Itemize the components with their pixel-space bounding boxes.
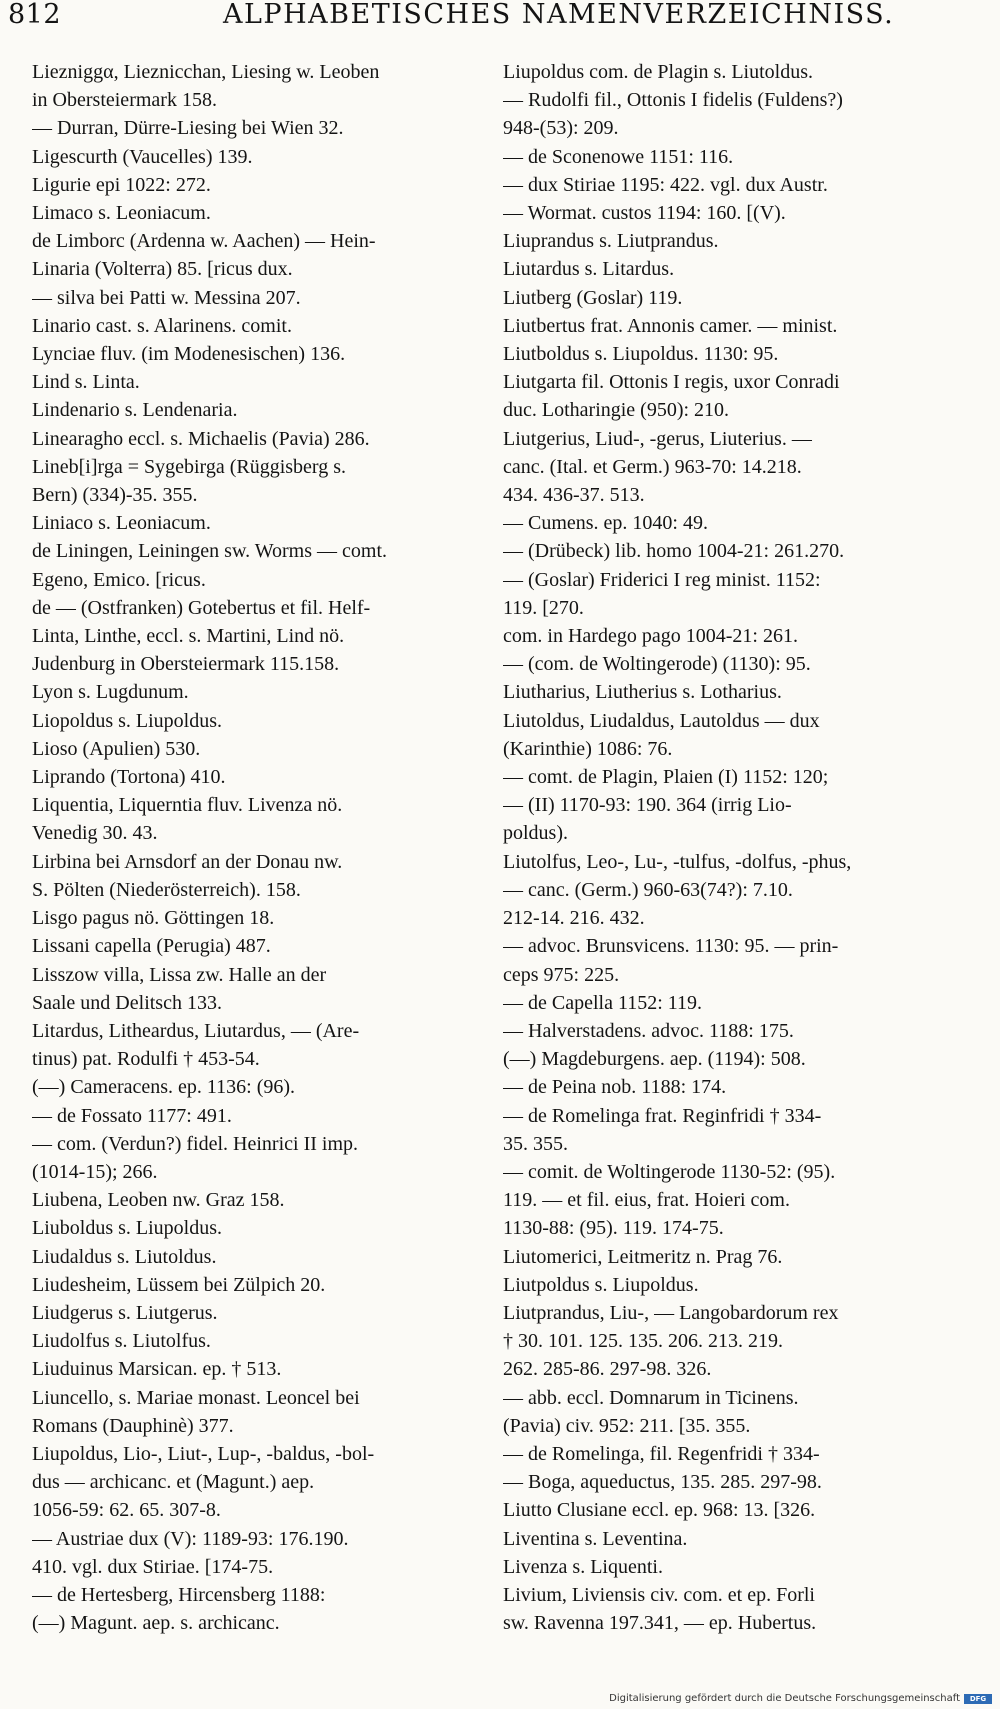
- right-column: [503, 58, 971, 1637]
- index-line: — (II) 1170-93: 190. 364 (irrig Lio-: [503, 794, 792, 817]
- index-line: 119. — et fil. eius, frat. Hoieri com.: [503, 1189, 790, 1212]
- index-line: Liutomerici, Leitmeritz n. Prag 76.: [503, 1245, 783, 1268]
- index-line: — Rudolfi fil., Ottonis I fidelis (Fuldens?): [503, 89, 843, 112]
- index-line: — abb. eccl. Domnarum in Ticinens.: [503, 1386, 799, 1409]
- index-line: Liuboldus s. Liupoldus.: [32, 1217, 223, 1240]
- index-line: — (Drübeck) lib. homo 1004-21: 261.270.: [503, 540, 845, 563]
- index-line: Lindenario s. Lendenaria.: [32, 399, 238, 422]
- page-header: [8, 0, 968, 34]
- index-line: Litardus, Litheardus, Liutardus, — (Are-: [32, 1019, 360, 1042]
- index-line: (—) Magdeburgens. aep. (1194): 508.: [503, 1048, 806, 1071]
- index-line: de Limborc (Ardenna w. Aachen) — Hein-: [32, 230, 376, 253]
- index-line: com. in Hardego pago 1004-21: 261.: [503, 625, 798, 648]
- index-line: Liudgerus s. Liutgerus.: [32, 1301, 218, 1324]
- index-line: dus — archicanc. et (Magunt.) aep.: [32, 1471, 315, 1494]
- index-line: Liutprandus, Liu-, — Langobardorum rex: [503, 1301, 839, 1324]
- index-line: 35. 355.: [503, 1132, 568, 1155]
- index-line: (1014-15); 266.: [32, 1160, 158, 1183]
- index-line: Liutgerius, Liud-, -gerus, Liuterius. —: [503, 427, 812, 450]
- index-line: de Liningen, Leiningen sw. Worms — comt.: [32, 540, 387, 563]
- index-line: Lioso (Apulien) 530.: [32, 737, 201, 760]
- page-number: 812: [8, 0, 62, 30]
- index-line: Liquentia, Liquerntia fluv. Livenza nö.: [32, 794, 343, 817]
- index-line: (Karinthie) 1086: 76.: [503, 737, 673, 760]
- index-line: 119. [270.: [503, 596, 584, 619]
- index-line: Bern) (334)-35. 355.: [32, 484, 198, 507]
- index-line: (—) Cameracens. ep. 1136: (96).: [32, 1076, 296, 1099]
- index-line: — Boga, aqueductus, 135. 285. 297-98.: [503, 1471, 822, 1494]
- index-line: Liutolfus, Leo-, Lu-, -tulfus, -dolfus, -phus,: [503, 850, 852, 873]
- footer: [609, 1693, 992, 1704]
- index-line: Ligescurth (Vaucelles) 139.: [32, 145, 253, 168]
- index-line: Liupoldus, Lio-, Liut-, Lup-, -baldus, -bol-: [32, 1442, 375, 1465]
- index-line: tinus) pat. Rodulfi † 453-54.: [32, 1048, 260, 1071]
- index-line: Judenburg in Obersteiermark 115.158.: [32, 653, 340, 676]
- index-line: Saale und Delitsch 133.: [32, 991, 222, 1014]
- index-line: Liudesheim, Lüssem bei Zülpich 20.: [32, 1273, 326, 1296]
- index-line: Lineb[i]rga = Sygebirga (Rüggisberg s.: [32, 455, 347, 478]
- index-line: Egeno, Emico. [ricus.: [32, 568, 206, 591]
- index-line: Liutbertus frat. Annonis camer. — minist.: [503, 314, 838, 337]
- index-line: — Cumens. ep. 1040: 49.: [503, 512, 708, 535]
- index-line: 1056-59: 62. 65. 307-8.: [32, 1499, 221, 1522]
- index-line: Liudolfus s. Liutolfus.: [32, 1330, 211, 1353]
- dfg-logo-icon: DFG: [964, 1694, 992, 1704]
- index-line: Liniaco s. Leoniacum.: [32, 512, 211, 535]
- index-line: — (com. de Woltingerode) (1130): 95.: [503, 653, 811, 676]
- index-line: — de Hertesberg, Hircensberg 1188:: [32, 1583, 326, 1606]
- index-line: 948-(53): 209.: [503, 117, 619, 140]
- index-line: Lisszow villa, Lissa zw. Halle an der: [32, 963, 327, 986]
- index-line: Liutto Clusiane eccl. ep. 968: 13. [326.: [503, 1499, 816, 1522]
- index-line: Liutberg (Goslar) 119.: [503, 286, 683, 309]
- index-line: 1130-88: (95). 119. 174-75.: [503, 1217, 724, 1240]
- index-line: sw. Ravenna 197.341, — ep. Hubertus.: [503, 1612, 817, 1635]
- index-line: Lissani capella (Perugia) 487.: [32, 935, 271, 958]
- footer-text: Digitalisierung gefördert durch die Deutsche Forschungsgemeinschaft: [609, 1693, 960, 1704]
- index-line: Lisgo pagus nö. Göttingen 18.: [32, 907, 275, 930]
- index-line: — comt. de Plagin, Plaien (I) 1152: 120;: [503, 766, 829, 789]
- index-line: — de Romelinga frat. Reginfridi † 334-: [503, 1104, 822, 1127]
- index-line: — comit. de Woltingerode 1130-52: (95).: [503, 1160, 836, 1183]
- page-title: ALPHABETISCHES NAMENVERZEICHNISS.: [223, 0, 895, 30]
- index-line: ceps 975: 225.: [503, 963, 620, 986]
- index-line: — silva bei Patti w. Messina 207.: [32, 286, 301, 309]
- index-line: Ligurie epi 1022: 272.: [32, 173, 211, 196]
- index-line: Linario cast. s. Alarinens. comit.: [32, 314, 292, 337]
- index-line: — de Peina nob. 1188: 174.: [503, 1076, 727, 1099]
- index-line: Linta, Linthe, eccl. s. Martini, Lind nö.: [32, 625, 345, 648]
- index-line: Lynciae fluv. (im Modenesischen) 136.: [32, 343, 346, 366]
- index-line: Liutharius, Liutherius s. Lotharius.: [503, 681, 782, 704]
- index-line: Liuprandus s. Liutprandus.: [503, 230, 719, 253]
- index-line: 410. vgl. dux Stiriae. [174-75.: [32, 1555, 274, 1578]
- index-line: (Pavia) civ. 952: 211. [35. 355.: [503, 1414, 751, 1437]
- index-line: Limaco s. Leoniacum.: [32, 202, 211, 225]
- index-line: in Obersteiermark 158.: [32, 89, 217, 112]
- index-line: canc. (Ital. et Germ.) 963-70: 14.218.: [503, 455, 802, 478]
- index-line: † 30. 101. 125. 135. 206. 213. 219.: [503, 1330, 783, 1353]
- index-line: poldus).: [503, 822, 568, 845]
- index-line: Liutoldus, Liudaldus, Lautoldus — dux: [503, 709, 820, 732]
- index-line: Lirbina bei Arnsdorf an der Donau nw.: [32, 850, 343, 873]
- index-line: Liutardus s. Litardus.: [503, 258, 675, 281]
- index-line: — Halverstadens. advoc. 1188: 175.: [503, 1019, 794, 1042]
- index-line: Linaria (Volterra) 85. [ricus dux.: [32, 258, 293, 281]
- index-line: — canc. (Germ.) 960-63(74?): 7.10.: [503, 878, 793, 901]
- index-line: Lind s. Linta.: [32, 371, 140, 394]
- index-line: de — (Ostfranken) Gotebertus et fil. Helf-: [32, 596, 371, 619]
- index-line: 212-14. 216. 432.: [503, 907, 645, 930]
- index-line: — com. (Verdun?) fidel. Heinrici II imp.: [32, 1132, 359, 1155]
- index-line: Liuncello, s. Mariae monast. Leoncel bei: [32, 1386, 360, 1409]
- index-line: — Durran, Dürre-Liesing bei Wien 32.: [32, 117, 344, 140]
- index-line: — de Capella 1152: 119.: [503, 991, 703, 1014]
- index-line: 434. 436-37. 513.: [503, 484, 645, 507]
- index-line: Liutpoldus s. Liupoldus.: [503, 1273, 699, 1296]
- index-line: Livenza s. Liquenti.: [503, 1555, 663, 1578]
- index-line: Liudaldus s. Liutoldus.: [32, 1245, 217, 1268]
- index-line: Lyon s. Lugdunum.: [32, 681, 189, 704]
- index-line: duc. Lotharingie (950): 210.: [503, 399, 730, 422]
- index-line: Liuduinus Marsican. ep. † 513.: [32, 1358, 282, 1381]
- index-line: Liupoldus com. de Plagin s. Liutoldus.: [503, 61, 813, 83]
- index-line: Liopoldus s. Liupoldus.: [32, 709, 223, 732]
- index-line: Liutgarta fil. Ottonis I regis, uxor Conradi: [503, 371, 840, 394]
- index-line: Liventina s. Leventina.: [503, 1527, 688, 1550]
- index-line: Romans (Dauphinè) 377.: [32, 1414, 234, 1437]
- index-line: S. Pölten (Niederösterreich). 158.: [32, 878, 301, 901]
- index-line: Liezniggα, Lieznicchan, Liesing w. Leoben: [32, 61, 380, 83]
- index-line: — de Fossato 1177: 491.: [32, 1104, 232, 1127]
- index-line: Venedig 30. 43.: [32, 822, 158, 845]
- index-line: Liubena, Leoben nw. Graz 158.: [32, 1189, 285, 1212]
- index-line: (—) Magunt. aep. s. archicanc.: [32, 1612, 280, 1635]
- left-column: [32, 58, 492, 1637]
- index-line: Liprando (Tortona) 410.: [32, 766, 226, 789]
- index-line: Liutboldus s. Liupoldus. 1130: 95.: [503, 343, 779, 366]
- index-line: 262. 285-86. 297-98. 326.: [503, 1358, 712, 1381]
- index-line: Linearagho eccl. s. Michaelis (Pavia) 286.: [32, 427, 370, 450]
- index-line: — Wormat. custos 1194: 160. [(V).: [503, 202, 786, 225]
- index-line: — advoc. Brunsvicens. 1130: 95. — prin-: [503, 935, 839, 958]
- index-line: — (Goslar) Friderici I reg minist. 1152:: [503, 568, 821, 591]
- index-line: Livium, Liviensis civ. com. et ep. Forli: [503, 1583, 815, 1606]
- index-line: — de Sconenowe 1151: 116.: [503, 145, 734, 168]
- index-line: — Austriae dux (V): 1189-93: 176.190.: [32, 1527, 349, 1550]
- index-line: — dux Stiriae 1195: 422. vgl. dux Austr.: [503, 173, 828, 196]
- index-line: — de Romelinga, fil. Regenfridi † 334-: [503, 1442, 820, 1465]
